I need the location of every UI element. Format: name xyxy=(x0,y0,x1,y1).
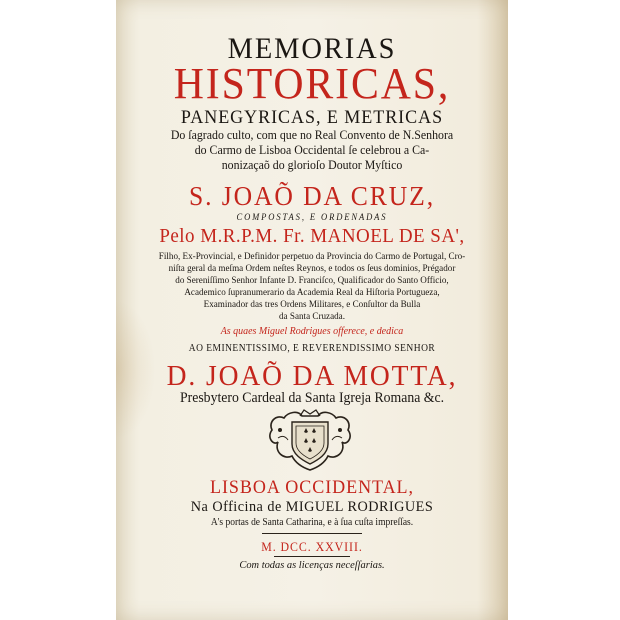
author-line: Pelo M.R.P.M. Fr. MANOEL DE SA', xyxy=(159,225,465,247)
coat-of-arms-icon xyxy=(266,408,354,472)
title-panegyricas: PANEGYRICAS, E METRICAS xyxy=(180,107,444,128)
title-historicas: HISTORICAS, xyxy=(173,59,451,108)
author-bio-line-6: da Santa Cruzada. xyxy=(279,311,345,322)
description-line-2: do Carmo de Lisboa Occidental ſe celebrou a Ca- xyxy=(194,143,430,157)
imprint-year: M. DCC. XXVIII. xyxy=(261,540,363,554)
description-line-3: nonizaçaõ do glorioſo Doutor Myſtico xyxy=(221,158,403,172)
licences-line: Com todas as licenças neceſſarias. xyxy=(239,559,385,571)
author-bio-line-4: Academico ſupranumerario da Academia Real da Hiſtoria Portugueza, xyxy=(184,287,440,298)
separator-rule xyxy=(274,556,350,557)
saint-name: S. JOAÕ DA CRUZ, xyxy=(188,181,436,211)
author-bio-line-2: niſta geral da meſma Ordem neſtes Reynos, e todos os ſeus dominios, Prégador xyxy=(168,263,456,274)
imprint-city: LISBOA OCCIDENTAL, xyxy=(210,477,414,498)
dedicatee-name: D. JOAÕ DA MOTTA, xyxy=(166,360,458,392)
author-bio-line-5: Examinador das tres Ordens Militares, e Conſultor da Bulla xyxy=(203,299,421,310)
description-line-1: Do ſagrado culto, com que no Real Convento de N.Senhora xyxy=(170,128,454,142)
author-bio-line-3: do Sereniſſimo Senhor Infante D. Franciſco, Qualificador do Santo Officio, xyxy=(175,275,449,286)
compostas-line: COMPOSTAS, E ORDENADAS xyxy=(236,212,388,222)
title-memorias: MEMORIAS xyxy=(227,32,397,65)
offer-line: As quaes Miguel Rodrigues offerece, e dedica xyxy=(220,326,404,337)
separator-rule xyxy=(262,533,362,534)
dedication-line: AO EMINENTISSIMO, E REVERENDISSIMO SENHOR xyxy=(188,343,436,354)
author-bio-line-1: Filho, Ex-Provincial, e Definidor perpetuo da Provincia do Carmo de Portugal, Cro- xyxy=(158,251,466,262)
imprint-printer: Na Officina de MIGUEL RODRIGUES xyxy=(190,499,434,515)
dedicatee-title: Presbytero Cardeal da Santa Igreja Romana &c. xyxy=(179,390,445,406)
imprint-address: A's portas de Santa Catharina, e à ſua cuſta impreſſas. xyxy=(210,517,414,528)
